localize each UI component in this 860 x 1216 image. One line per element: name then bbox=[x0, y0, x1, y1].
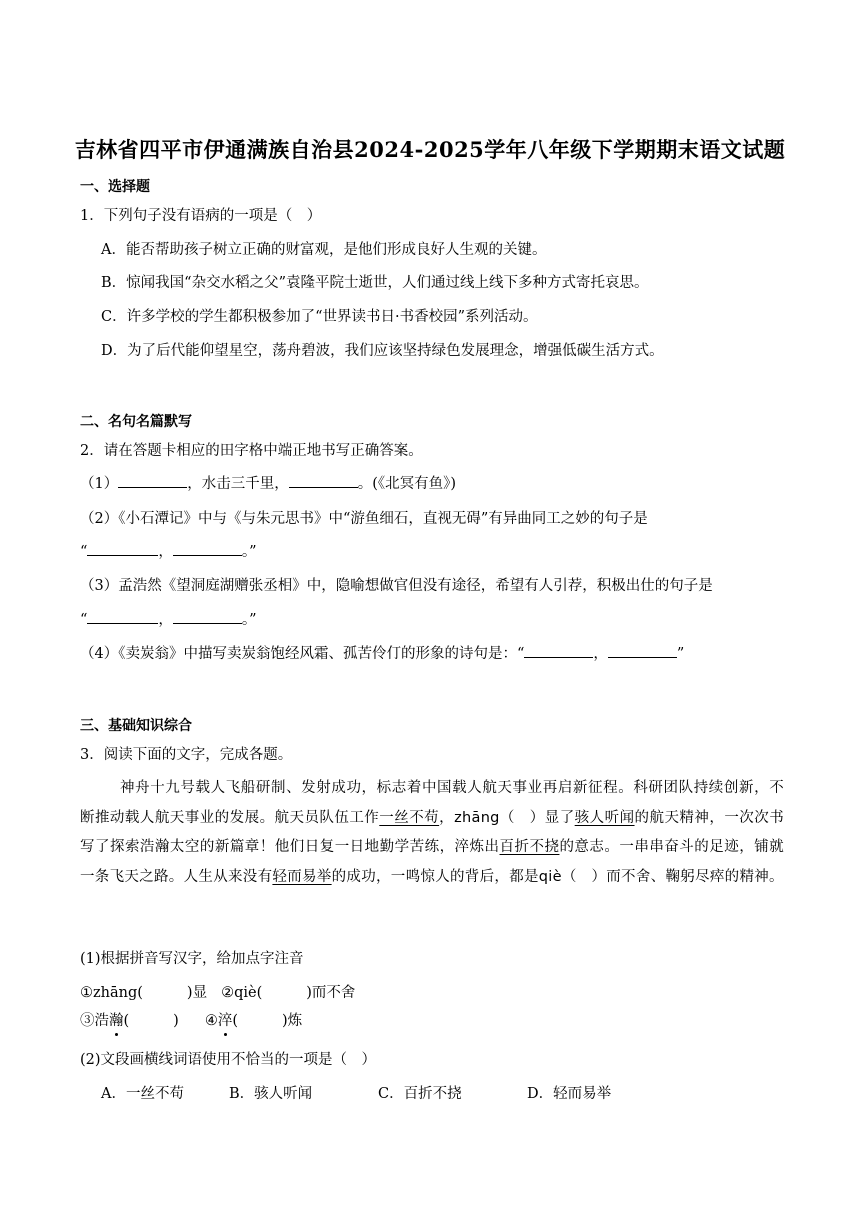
question-2-stem: 2．请在答题卡相应的田字格中端正地书写正确答案。 bbox=[80, 443, 423, 459]
q3-sub2-option-c: C．百折不挠 bbox=[378, 1086, 462, 1102]
comma: ， bbox=[158, 544, 173, 560]
question-1-stem: 1．下列句子没有语病的一项是（ ） bbox=[80, 208, 322, 224]
underlined-phrase: 骇人听闻 bbox=[574, 809, 635, 826]
question-3-stem: 3．阅读下面的文字，完成各题。 bbox=[80, 747, 293, 763]
answer-blank[interactable] bbox=[87, 609, 158, 624]
q2-item-1-text: ，水击三千里， bbox=[187, 476, 289, 492]
underlined-phrase: 百折不挠 bbox=[499, 839, 560, 855]
q2-item-1 bbox=[80, 472, 456, 493]
q1-option-d: D．为了后代能仰望星空，荡舟碧波，我们应该坚持绿色发展理念，增强低碳生活方式。 bbox=[101, 343, 664, 359]
paren: ( bbox=[232, 1013, 239, 1029]
dotted-item: ④ bbox=[204, 1013, 218, 1029]
quote-mark: 。” bbox=[241, 544, 257, 560]
section-heading-recitation: 二、名句名篇默写 bbox=[80, 414, 192, 430]
pinyin-item-tail: )显 bbox=[186, 985, 208, 1001]
page-title: 吉林省四平市伊通满族自治县2024-2025学年八年级下学期期末语文试题 bbox=[74, 137, 786, 162]
quote-mark: “ bbox=[80, 612, 88, 628]
reading-passage bbox=[80, 774, 784, 892]
q2-item-4 bbox=[80, 642, 684, 663]
q2-item-2-prompt: （2）《小石潭记》中与《与朱元思书》中“游鱼细石，直视无碍”有异曲同工之妙的句子是 bbox=[80, 511, 648, 527]
paren: ( bbox=[123, 1013, 130, 1029]
passage-text: ，zhāng（ ）显了 bbox=[439, 809, 575, 826]
q3-sub1-row1 bbox=[80, 981, 355, 1002]
paren: ) bbox=[173, 1013, 179, 1029]
quote-mark: ” bbox=[676, 646, 685, 662]
answer-blank[interactable] bbox=[608, 643, 677, 658]
q3-sub2-option-b: B．骇人听闻 bbox=[229, 1086, 313, 1102]
section-heading-choice: 一、选择题 bbox=[80, 179, 150, 195]
q3-sub2-option-d: D．轻而易举 bbox=[527, 1086, 612, 1102]
dotted-character: 瀚 bbox=[109, 1009, 124, 1030]
pinyin-item: ①zhāng( bbox=[80, 985, 143, 1001]
q2-item-4-prompt: （4）《卖炭翁》中描写卖炭翁饱经风霜、孤苦伶仃的形象的诗句是：“ bbox=[80, 646, 525, 662]
q3-sub1-stem: (1)根据拼音写汉字，给加点字注音 bbox=[80, 951, 304, 967]
paren-tail: )炼 bbox=[282, 1013, 303, 1029]
passage-text: 的成功，一鸣惊人的背后，都是qiè（ ）而不舍、鞠躬尽瘁的精神。 bbox=[331, 868, 784, 885]
quote-mark: “ bbox=[80, 544, 88, 560]
comma: ， bbox=[593, 646, 608, 662]
q1-option-c: C．许多学校的学生都积极参加了“世界读书日·书香校园”系列活动。 bbox=[101, 309, 538, 325]
quote-mark: 。” bbox=[241, 612, 257, 628]
answer-blank[interactable] bbox=[289, 473, 358, 488]
pinyin-item-tail: )而不舍 bbox=[306, 985, 356, 1001]
answer-blank[interactable] bbox=[173, 609, 242, 624]
q2-item-1-source: 。(《北冥有鱼》) bbox=[357, 476, 457, 492]
section-heading-knowledge: 三、基础知识综合 bbox=[80, 718, 192, 734]
underlined-phrase: 轻而易举 bbox=[272, 868, 332, 885]
passage-text: 神舟十九号载人飞船研制、发射成功，标志着中国载人航天事业再启新征程。科研团队持续创新，不断推动载人航天事业的发展。航天员队伍工作 bbox=[80, 780, 784, 826]
answer-blank[interactable] bbox=[173, 541, 242, 556]
passage-text: 的意志。一串串奋斗的足迹，铺就一条飞天之路。人生从来没有 bbox=[80, 839, 785, 885]
q2-item-1-label: （1） bbox=[80, 476, 119, 492]
q2-item-3-answer bbox=[80, 608, 257, 629]
underlined-phrase: 一丝不苟 bbox=[379, 809, 440, 826]
answer-blank[interactable] bbox=[87, 541, 158, 556]
dotted-character: 淬 bbox=[218, 1009, 233, 1030]
q2-item-2-answer bbox=[80, 540, 257, 561]
pinyin-item: ②qiè( bbox=[221, 985, 263, 1001]
comma: ， bbox=[158, 612, 173, 628]
q3-sub1-row2 bbox=[80, 1009, 302, 1030]
dotted-item: ③浩 bbox=[80, 1013, 109, 1029]
q3-sub2-stem: (2)文段画横线词语使用不恰当的一项是（ ） bbox=[80, 1052, 377, 1068]
q1-option-b: B．惊闻我国“杂交水稻之父”袁隆平院士逝世，人们通过线上线下多种方式寄托哀思。 bbox=[101, 275, 649, 291]
answer-blank[interactable] bbox=[118, 473, 187, 488]
answer-blank[interactable] bbox=[524, 643, 593, 658]
q2-item-3-prompt: （3）孟浩然《望洞庭湖赠张丞相》中，隐喻想做官但没有途径，希望有人引荐，积极出仕的句子是 bbox=[80, 578, 713, 594]
passage-text: 的航天精神，一次次书写了探索浩瀚太空的新篇章！他们日复一日地勤学苦练，淬炼出 bbox=[80, 809, 785, 855]
q3-sub2-option-a: A．一丝不苟 bbox=[101, 1086, 184, 1102]
q1-option-a: A．能否帮助孩子树立正确的财富观，是他们形成良好人生观的关键。 bbox=[101, 242, 547, 258]
